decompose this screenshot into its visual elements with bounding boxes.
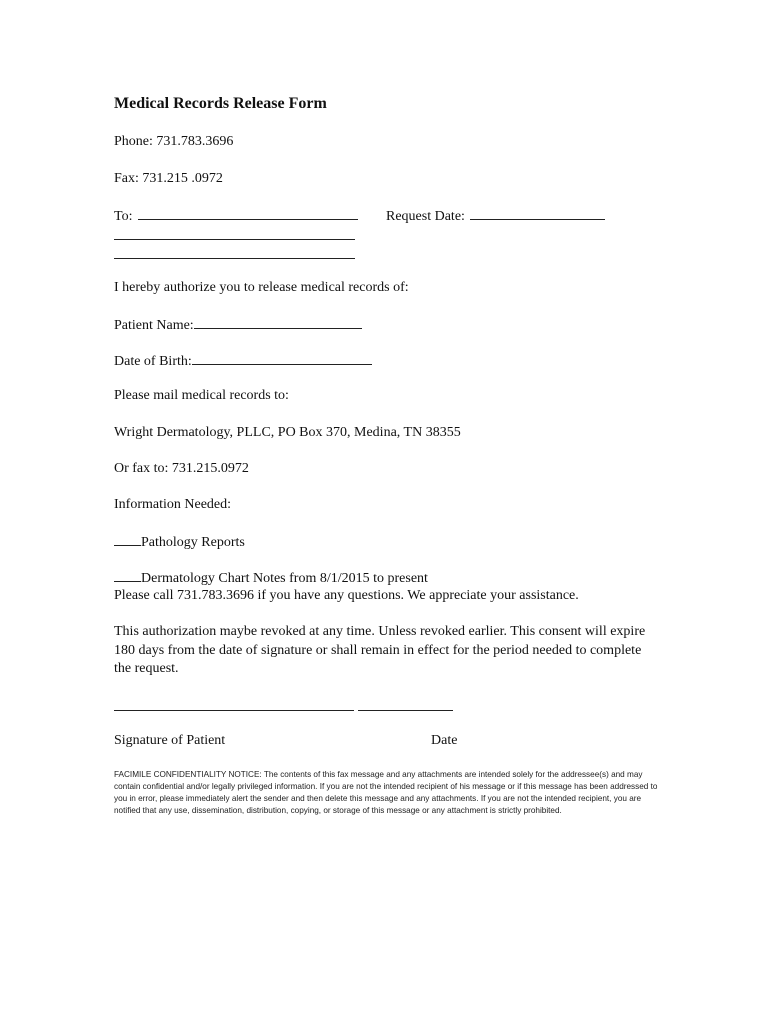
mail-address: Wright Dermatology, PLLC, PO Box 370, Medina, TN 38355: [114, 425, 461, 440]
phone-text: Phone: 731.783.3696: [114, 134, 234, 149]
signature-line[interactable]: [114, 710, 354, 711]
fax-text: Fax: 731.215 .0972: [114, 171, 223, 186]
patient-name-row: [114, 315, 362, 335]
authorization-paragraph: This authorization maybe revoked at any time. Unless revoked earlier. This consent will expire 180 days from the date of signature or shall remain in effect for the period needed to complete the request.: [114, 624, 646, 676]
form-title: Medical Records Release Form: [114, 95, 327, 112]
dob-row: [114, 351, 372, 371]
chart-notes-check-field[interactable]: [114, 568, 141, 582]
patient-name-field[interactable]: [194, 315, 362, 329]
to-address-line-2[interactable]: [114, 239, 355, 240]
chart-notes-label: Dermatology Chart Notes from 8/1/2015 to present: [141, 571, 428, 586]
to-address-line-3[interactable]: [114, 258, 355, 259]
fax-to-text: Or fax to: 731.215.0972: [114, 461, 249, 476]
info-needed-label: Information Needed:: [114, 497, 232, 512]
pathology-check-field[interactable]: [114, 532, 141, 546]
dob-field[interactable]: [192, 351, 372, 365]
date-label: Date: [431, 733, 458, 748]
option-pathology: [114, 532, 245, 552]
date-line[interactable]: [358, 710, 453, 711]
mail-to-label: Please mail medical records to:: [114, 388, 289, 403]
request-date-label: Request Date:: [386, 209, 465, 224]
request-date-row: [386, 206, 605, 226]
pathology-label: Pathology Reports: [141, 535, 245, 550]
to-label: To:: [114, 209, 133, 224]
patient-name-label: Patient Name:: [114, 318, 194, 333]
confidentiality-notice: FACIMILE CONFIDENTIALITY NOTICE: The contents of this fax message and any attachments are intended solely for the addressee(s) and may contain confidential and/or legally privileged information. If you are not the intended recipient of his message or if this message has been addressed to you in error, please immediately alert the sender and then delete this message and any attachments. If you are not the intended recipient, you are notified that any use, dissemination, distribution, copying, or storage of this message or any attachment is strictly prohibited.: [114, 770, 658, 815]
to-row: [114, 206, 358, 226]
option-chart-notes: [114, 568, 428, 588]
request-date-field[interactable]: [470, 206, 605, 220]
questions-text: Please call 731.783.3696 if you have any questions. We appreciate your assistance.: [114, 588, 579, 603]
dob-label: Date of Birth:: [114, 354, 192, 369]
signature-label: Signature of Patient: [114, 733, 226, 748]
authorize-text: I hereby authorize you to release medical records of:: [114, 280, 409, 295]
to-field[interactable]: [138, 206, 358, 220]
